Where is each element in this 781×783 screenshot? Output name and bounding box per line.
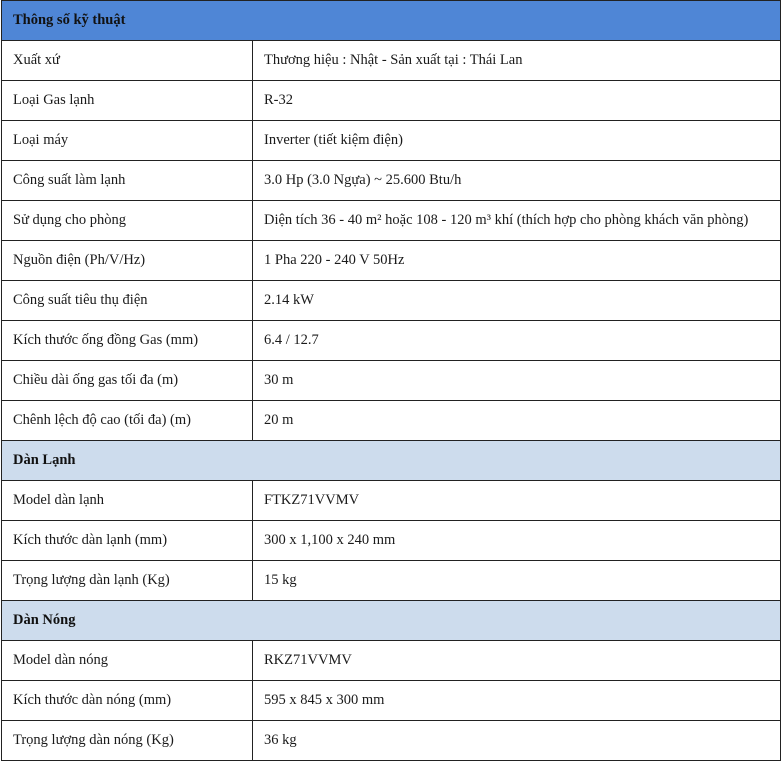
spec-label: Model dàn lạnh bbox=[2, 481, 253, 521]
spec-value: 30 m bbox=[253, 361, 781, 401]
spec-label: Sử dụng cho phòng bbox=[2, 201, 253, 241]
outdoor-section-title: Dàn Nóng bbox=[2, 601, 781, 641]
spec-value: FTKZ71VVMV bbox=[253, 481, 781, 521]
spec-row bbox=[2, 481, 781, 521]
spec-value: 2.14 kW bbox=[253, 281, 781, 321]
spec-label: Chiều dài ống gas tối đa (m) bbox=[2, 361, 253, 401]
spec-value: RKZ71VVMV bbox=[253, 641, 781, 681]
spec-row bbox=[2, 521, 781, 561]
spec-value: 36 kg bbox=[253, 721, 781, 761]
spec-row bbox=[2, 41, 781, 81]
spec-row bbox=[2, 161, 781, 201]
spec-row bbox=[2, 241, 781, 281]
spec-label: Chênh lệch độ cao (tối đa) (m) bbox=[2, 401, 253, 441]
spec-header-row bbox=[2, 1, 781, 41]
spec-label: Trọng lượng dàn nóng (Kg) bbox=[2, 721, 253, 761]
spec-value: 1 Pha 220 - 240 V 50Hz bbox=[253, 241, 781, 281]
spec-row bbox=[2, 281, 781, 321]
spec-table bbox=[1, 0, 781, 761]
spec-label: Model dàn nóng bbox=[2, 641, 253, 681]
spec-value: 6.4 / 12.7 bbox=[253, 321, 781, 361]
spec-value: Diện tích 36 - 40 m² hoặc 108 - 120 m³ khí (thích hợp cho phòng khách văn phòng) bbox=[253, 201, 781, 241]
spec-label: Công suất tiêu thụ điện bbox=[2, 281, 253, 321]
spec-label: Kích thước dàn nóng (mm) bbox=[2, 681, 253, 721]
spec-label: Xuất xứ bbox=[2, 41, 253, 81]
spec-row bbox=[2, 361, 781, 401]
spec-row bbox=[2, 721, 781, 761]
spec-row bbox=[2, 561, 781, 601]
spec-row bbox=[2, 641, 781, 681]
spec-label: Loại Gas lạnh bbox=[2, 81, 253, 121]
spec-value: 3.0 Hp (3.0 Ngựa) ~ 25.600 Btu/h bbox=[253, 161, 781, 201]
spec-row bbox=[2, 401, 781, 441]
spec-value: 300 x 1,100 x 240 mm bbox=[253, 521, 781, 561]
spec-row bbox=[2, 81, 781, 121]
spec-value: R-32 bbox=[253, 81, 781, 121]
spec-label: Kích thước ống đồng Gas (mm) bbox=[2, 321, 253, 361]
spec-value: 595 x 845 x 300 mm bbox=[253, 681, 781, 721]
outdoor-section-header bbox=[2, 601, 781, 641]
indoor-section-title: Dàn Lạnh bbox=[2, 441, 781, 481]
spec-label: Trọng lượng dàn lạnh (Kg) bbox=[2, 561, 253, 601]
spec-row bbox=[2, 681, 781, 721]
indoor-section-header bbox=[2, 441, 781, 481]
spec-label: Nguồn điện (Ph/V/Hz) bbox=[2, 241, 253, 281]
spec-label: Kích thước dàn lạnh (mm) bbox=[2, 521, 253, 561]
spec-value: 15 kg bbox=[253, 561, 781, 601]
spec-title: Thông số kỹ thuật bbox=[2, 1, 781, 41]
spec-row bbox=[2, 121, 781, 161]
spec-label: Loại máy bbox=[2, 121, 253, 161]
spec-value: 20 m bbox=[253, 401, 781, 441]
spec-row bbox=[2, 321, 781, 361]
spec-value: Inverter (tiết kiệm điện) bbox=[253, 121, 781, 161]
spec-row bbox=[2, 201, 781, 241]
spec-value: Thương hiệu : Nhật - Sản xuất tại : Thái Lan bbox=[253, 41, 781, 81]
spec-label: Công suất làm lạnh bbox=[2, 161, 253, 201]
